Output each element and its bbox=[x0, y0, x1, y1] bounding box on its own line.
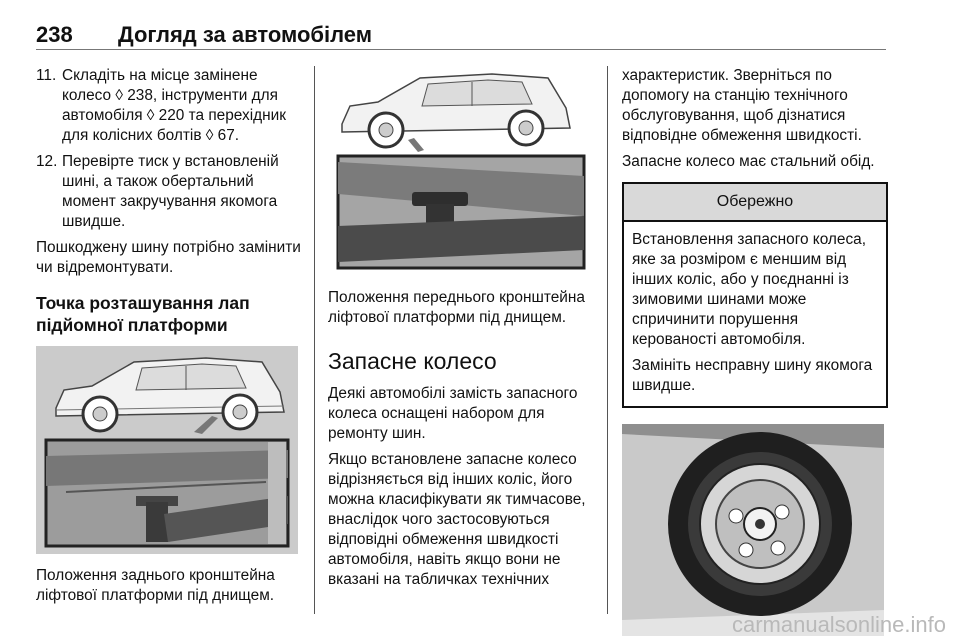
paragraph-damaged-tyre: Пошкоджену шину потрібно замінити чи відремонтувати. bbox=[36, 239, 301, 276]
caution-box bbox=[622, 182, 888, 408]
header-rule bbox=[36, 49, 886, 50]
step-text: Перевірте тиск у встановленій шині, а також обертальний момент закручування якомога швидше. bbox=[62, 153, 279, 230]
page-number: 238 bbox=[36, 22, 73, 47]
caution-body bbox=[624, 222, 886, 406]
step-text: Складіть на місце замінене колесо ◊ 238, інструменти для автомобіля ◊ 220 та перехідник для колісних болтів ◊ 67. bbox=[62, 67, 286, 144]
column-1 bbox=[36, 66, 304, 606]
column-3 bbox=[622, 66, 888, 636]
rear-lift-point-illustration bbox=[36, 346, 298, 554]
caution-text-replace: Замініть несправну шину якомога швидше. bbox=[632, 357, 873, 394]
subheading-lift-points: Точка розташування лап підйомної платформи bbox=[36, 293, 250, 335]
column-divider-1 bbox=[314, 66, 315, 614]
section-heading-spare-wheel: Запасне колесо bbox=[328, 348, 497, 374]
step-item-11 bbox=[36, 66, 304, 146]
watermark: carmanualsonline.info bbox=[731, 612, 946, 637]
caution-title: Обережно bbox=[624, 184, 886, 222]
front-lift-point-illustration bbox=[328, 66, 592, 276]
paragraph-temporary-wheel: Якщо встановлене запасне колесо відрізняється від інших коліс, його можна класифікувати як тимчасове, внаслідок чого застосовуються відповідні обмеження швидкості автомобіля, навіть якщо вони не вказані на табличках технічних bbox=[328, 451, 586, 588]
caution-text: Встановлення запасного колеса, яке за розміром є меншим від інших коліс, або у поєднанні із зимовими шинами може спричинити порушення керованості автомобіля. bbox=[632, 231, 867, 348]
figure-caption-rear: Положення заднього кронштейна ліфтової платформи під днищем. bbox=[36, 567, 275, 604]
spare-wheel-illustration bbox=[622, 424, 884, 636]
paragraph-repair-kit: Деякі автомобілі замість запасного колеса оснащені набором для ремонту шин. bbox=[328, 385, 578, 442]
figure-caption-front: Положення переднього кронштейна ліфтової платформи під днищем. bbox=[328, 289, 585, 326]
step-number: 11. bbox=[36, 67, 57, 84]
paragraph-service-station: характеристик. Зверніться по допомогу на станцію технічного обслуговування, щоб дізнатися відповідне обмеження швидкості. bbox=[622, 67, 862, 144]
step-number: 12. bbox=[36, 153, 58, 170]
column-2 bbox=[328, 66, 596, 596]
column-divider-2 bbox=[607, 66, 608, 614]
chapter-title: Догляд за автомобілем bbox=[118, 22, 373, 47]
step-item-12 bbox=[36, 152, 304, 232]
page-header bbox=[36, 14, 886, 50]
wheel-icon bbox=[668, 432, 852, 616]
paragraph-steel-rim: Запасне колесо має стальний обід. bbox=[622, 153, 875, 170]
